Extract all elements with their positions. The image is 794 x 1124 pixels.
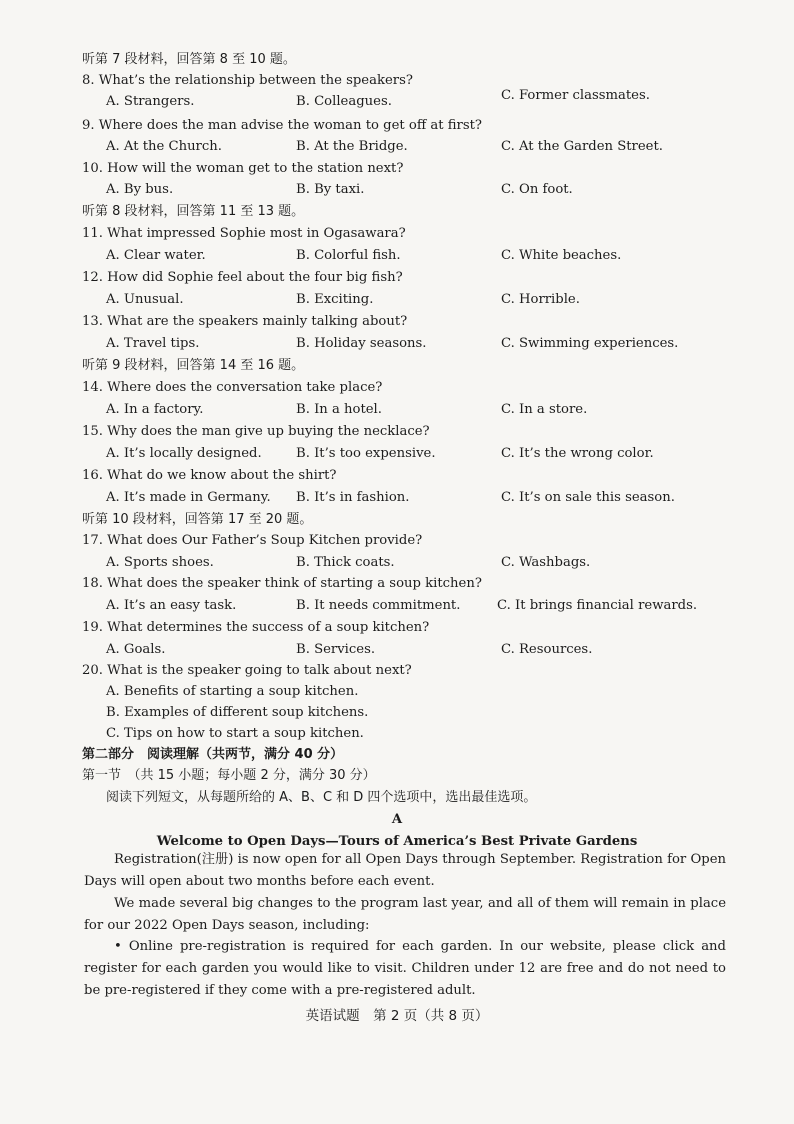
option-a: A. By bus. (106, 182, 174, 197)
option-a: A. Clear water. (106, 248, 206, 263)
option-b: B. By taxi. (296, 182, 365, 197)
option-c: C. At the Garden Street. (501, 139, 663, 154)
option-b: B. At the Bridge. (296, 139, 408, 154)
paragraph: • Online pre-registration is required for each garden. In our website, please click and register for each garden you would like to visit. Children under 12 are free and do not need to be pre-registered if they come with a pre-registered adult. (84, 939, 726, 998)
option-c: C. Swimming experiences. (501, 336, 679, 351)
option-a: A. Unusual. (106, 292, 184, 307)
paragraph: Registration(注册) is now open for all Open Days through September. Registration for Open Days will open about two months before each event. (84, 852, 726, 889)
question-8: 8. What’s the relationship between the speakers? (82, 73, 413, 88)
option-a: A. At the Church. (106, 139, 222, 154)
option-a: A. In a factory. (106, 402, 204, 417)
page-footer: 英语试题 第 2 页（共 8 页） (305, 1008, 489, 1024)
option-a: A. It’s an easy task. (106, 598, 237, 613)
question-14: 14. Where does the conversation take place? (82, 380, 383, 395)
option-c: C. Former classmates. (501, 88, 650, 103)
option-c: C. Tips on how to start a soup kitchen. (106, 726, 364, 741)
option-b: B. It’s too expensive. (296, 446, 436, 461)
question-20: 20. What is the speaker going to talk about next? (82, 663, 412, 678)
option-a: A. It’s locally designed. (106, 446, 262, 461)
option-c: C. White beaches. (501, 248, 622, 263)
question-11: 11. What impressed Sophie most in Ogasawara? (82, 226, 406, 241)
section-header: 听第 9 段材料，回答第 14 至 16 题。 (82, 358, 305, 373)
passage-letter: A (391, 812, 403, 827)
question-9: 9. Where does the man advise the woman to get off at first? (82, 118, 482, 133)
option-b: B. Colorful fish. (296, 248, 401, 263)
option-c: C. It brings financial rewards. (497, 598, 698, 613)
option-b: B. It’s in fashion. (296, 490, 410, 505)
option-c: C. Resources. (501, 642, 593, 657)
part-title: 第二部分 阅读理解（共两节，满分 40 分） (82, 747, 344, 762)
paragraph: We made several big changes to the program last year, and all of them will remain in place for our 2022 Open Days season, including: (84, 896, 726, 933)
question-15: 15. Why does the man give up buying the necklace? (82, 424, 430, 439)
option-c: C. Horrible. (501, 292, 580, 307)
option-b: B. Services. (296, 642, 376, 657)
option-b: B. Examples of different soup kitchens. (106, 705, 369, 720)
question-16: 16. What do we know about the shirt? (82, 468, 337, 483)
section-header: 听第 10 段材料，回答第 17 至 20 题。 (82, 512, 313, 527)
question-13: 13. What are the speakers mainly talking about? (82, 314, 408, 329)
option-c: C. Washbags. (501, 555, 591, 570)
option-a: A. Sports shoes. (106, 555, 214, 570)
option-a: A. Strangers. (106, 94, 195, 109)
question-10: 10. How will the woman get to the station next? (82, 161, 404, 176)
option-a: A. Travel tips. (106, 336, 200, 351)
option-b: B. It needs commitment. (296, 598, 461, 613)
section-header: 听第 7 段材料，回答第 8 至 10 题。 (82, 52, 296, 67)
option-c: C. In a store. (501, 402, 588, 417)
option-a: A. It’s made in Germany. (106, 490, 271, 505)
option-b: B. In a hotel. (296, 402, 382, 417)
question-18: 18. What does the speaker think of starting a soup kitchen? (82, 576, 482, 591)
option-c: C. It’s the wrong color. (501, 446, 654, 461)
passage-title: Welcome to Open Days—Tours of America’s Best Private Gardens (156, 834, 638, 849)
instruction-text: 阅读下列短文，从每题所给的 A、B、C 和 D 四个选项中，选出最佳选项。 (106, 790, 537, 805)
question-19: 19. What determines the success of a soup kitchen? (82, 620, 430, 635)
section-title: 第一节 （共 15 小题；每小题 2 分，满分 30 分） (82, 768, 376, 783)
option-c: C. It’s on sale this season. (501, 490, 675, 505)
question-17: 17. What does Our Father’s Soup Kitchen provide? (82, 533, 423, 548)
option-b: B. Exciting. (296, 292, 374, 307)
option-c: C. On foot. (501, 182, 573, 197)
question-12: 12. How did Sophie feel about the four big fish? (82, 270, 403, 285)
option-b: B. Holiday seasons. (296, 336, 427, 351)
section-header: 听第 8 段材料，回答第 11 至 13 题。 (82, 204, 305, 219)
option-a: A. Goals. (106, 642, 166, 657)
option-b: B. Colleagues. (296, 94, 392, 109)
option-a: A. Benefits of starting a soup kitchen. (106, 684, 359, 699)
option-b: B. Thick coats. (296, 555, 395, 570)
